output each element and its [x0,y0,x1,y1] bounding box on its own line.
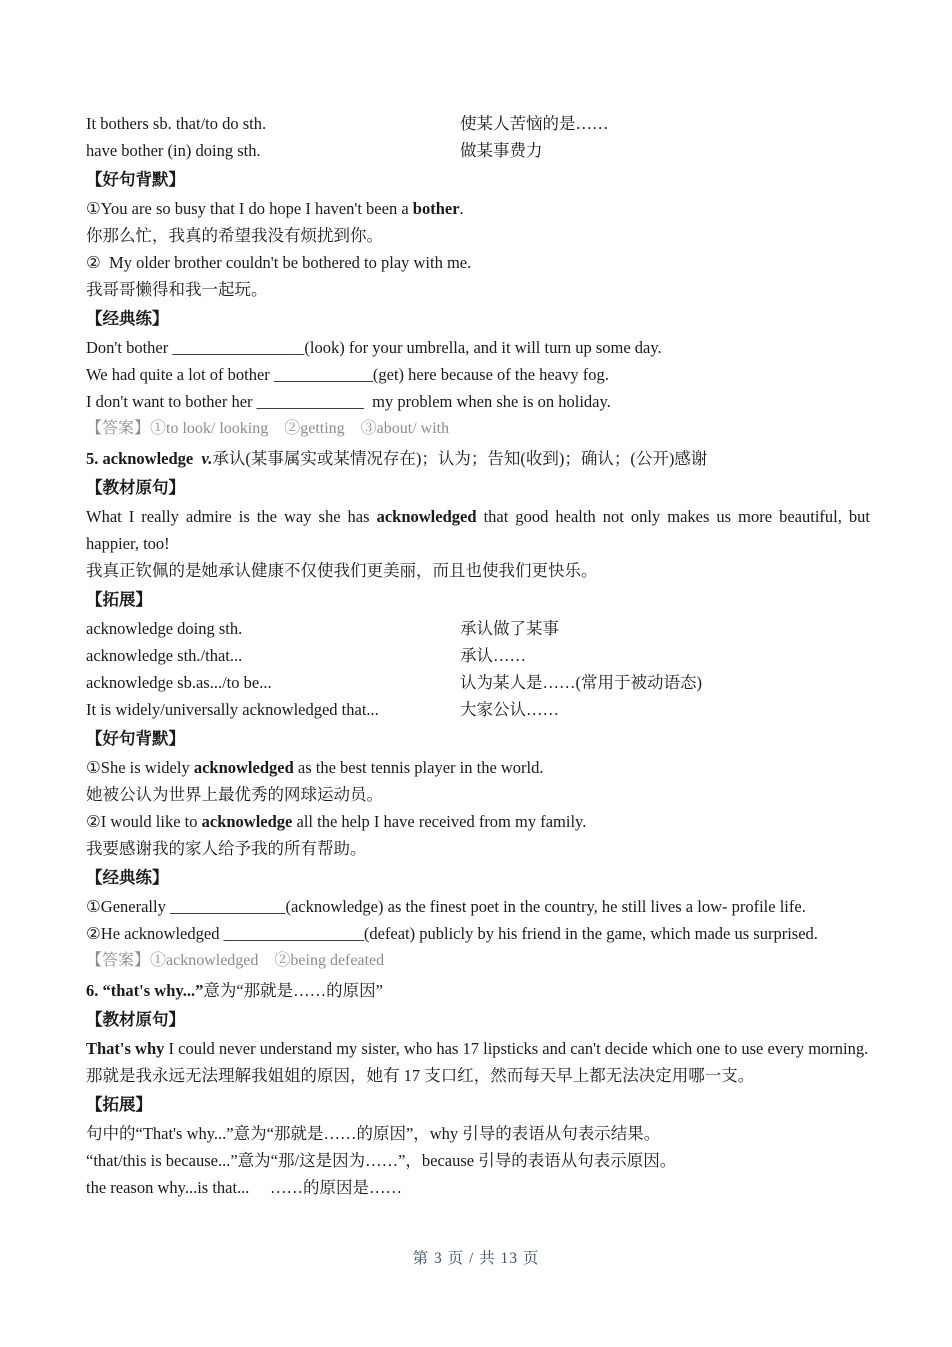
emphasis-text: 5. acknowledge [86,449,194,468]
collocation-pair [86,642,870,669]
text-line [86,388,870,415]
text-line [86,835,870,862]
text-line [86,557,870,584]
emphasis-text: v. [201,449,213,468]
text-line [86,1147,870,1174]
section-heading: 【好句背默】 [86,729,185,748]
text-segment: ①Generally ______________(acknowledge) as the finest poet in the country, he still lives a low- profile life. [86,897,806,916]
text-segment: ①You are so busy that I do hope I haven't been a [86,199,413,218]
section-heading: 【拓展】 [86,1095,152,1114]
collocation-chinese: 承认做了某事 [460,619,559,638]
collocation-english: acknowledge sb.as.../to be... [86,673,272,692]
text-segment: “that/this is because...”意为“那/这是因为……”，because 引导的表语从句表示原因。 [86,1151,677,1170]
collocation-english: It bothers sb. that/to do sth. [86,114,267,133]
text-segment: 她被公认为世界上最优秀的网球运动员。 [86,785,383,804]
collocation-pair [86,696,870,723]
text-line [86,808,870,835]
answer-line: 【答案】①to look/ looking ②getting ③about/ with [86,420,450,437]
document-lines [86,110,870,1201]
text-segment: ②He acknowledged _________________(defeat) publicly by his friend in the game, which made us surprised. [86,924,818,943]
collocation-english: acknowledge doing sth. [86,619,243,638]
text-line [86,222,870,249]
text-line [86,195,870,222]
text-line [86,1174,870,1201]
text-line [86,1062,870,1089]
text-segment: 承认(某事属实或某情况存在)；认为；告知(收到)；确认；(公开)感谢 [212,449,708,468]
text-segment: What I really admire is the way she has [86,507,377,526]
text-line [86,893,870,920]
text-segment: 你那么忙，我真的希望我没有烦扰到你。 [86,226,383,245]
collocation-chinese: 认为某人是……(常用于被动语态) [460,673,702,692]
text-line [86,754,870,781]
section-heading: 【拓展】 [86,590,152,609]
text-segment: 意为“那就是……的原因” [203,981,384,1000]
text-line [86,276,870,303]
text-line [86,249,870,276]
emphasis-text: That's why [86,1039,165,1058]
term-entry [86,445,870,472]
collocation-pair [86,615,870,642]
section-heading: 【经典练】 [86,309,169,328]
text-segment: the reason why...is that... ……的原因是…… [86,1178,403,1197]
text-line [86,781,870,808]
text-segment: that good health not only makes us more beautiful, but happier, too! [86,507,870,553]
emphasis-text: acknowledged [376,507,477,526]
text-segment [193,449,201,468]
text-segment: 我哥哥懒得和我一起玩。 [86,280,268,299]
text-segment: all the help I have received from my family. [292,812,587,831]
answer-line: 【答案】①acknowledged ②being defeated [86,952,385,969]
collocation-english: It is widely/universally acknowledged that... [86,700,379,719]
section-heading: 【好句背默】 [86,170,185,189]
text-segment: . [459,199,464,218]
text-segment: 我要感谢我的家人给予我的所有帮助。 [86,839,367,858]
collocation-chinese: 大家公认…… [460,700,559,719]
text-segment: ② My older brother couldn't be bothered to play with me. [86,253,472,272]
collocation-chinese: 承认…… [460,646,526,665]
collocation-pair [86,137,870,164]
collocation-english: acknowledge sth./that... [86,646,243,665]
text-line [86,1120,870,1147]
collocation-chinese: 做某事费力 [460,141,543,160]
collocation-english: have bother (in) doing sth. [86,141,261,160]
text-segment: ①She is widely [86,758,194,777]
text-segment: 句中的“That's why...”意为“那就是……的原因”，why 引导的表语从句表示结果。 [86,1124,661,1143]
paragraph [86,1035,870,1062]
emphasis-text: acknowledge [201,812,293,831]
page-footer: 第 3 页 / 共 13 页 [412,1250,540,1267]
text-segment: 那就是我永远无法理解我姐姐的原因，她有 17 支口红，然而每天早上都无法决定用哪一支。 [86,1066,755,1085]
text-segment: I could never understand my sister, who has 17 lipsticks and can't decide which one to use every morning. [164,1039,869,1058]
section-heading: 【经典练】 [86,868,169,887]
text-segment: We had quite a lot of bother ____________(get) here because of the heavy fog. [86,365,609,384]
text-segment: I don't want to bother her _____________ my problem when she is on holiday. [86,392,611,411]
section-heading: 【教材原句】 [86,1010,185,1029]
paragraph [86,503,870,557]
collocation-pair [86,110,870,137]
text-segment: as the best tennis player in the world. [293,758,544,777]
emphasis-text: bother [412,199,460,218]
text-segment: ②I would like to [86,812,202,831]
text-segment: 我真正钦佩的是她承认健康不仅使我们更美丽，而且也使我们更快乐。 [86,561,598,580]
collocation-chinese: 使某人苦恼的是…… [460,114,609,133]
text-line [86,920,870,947]
text-line [86,361,870,388]
term-entry [86,977,870,1004]
emphasis-text: acknowledged [193,758,294,777]
emphasis-text: 6. “that's why...” [86,981,204,1000]
text-line [86,334,870,361]
collocation-pair [86,669,870,696]
section-heading: 【教材原句】 [86,478,185,497]
text-segment: Don't bother ________________(look) for your umbrella, and it will turn up some day. [86,338,662,357]
